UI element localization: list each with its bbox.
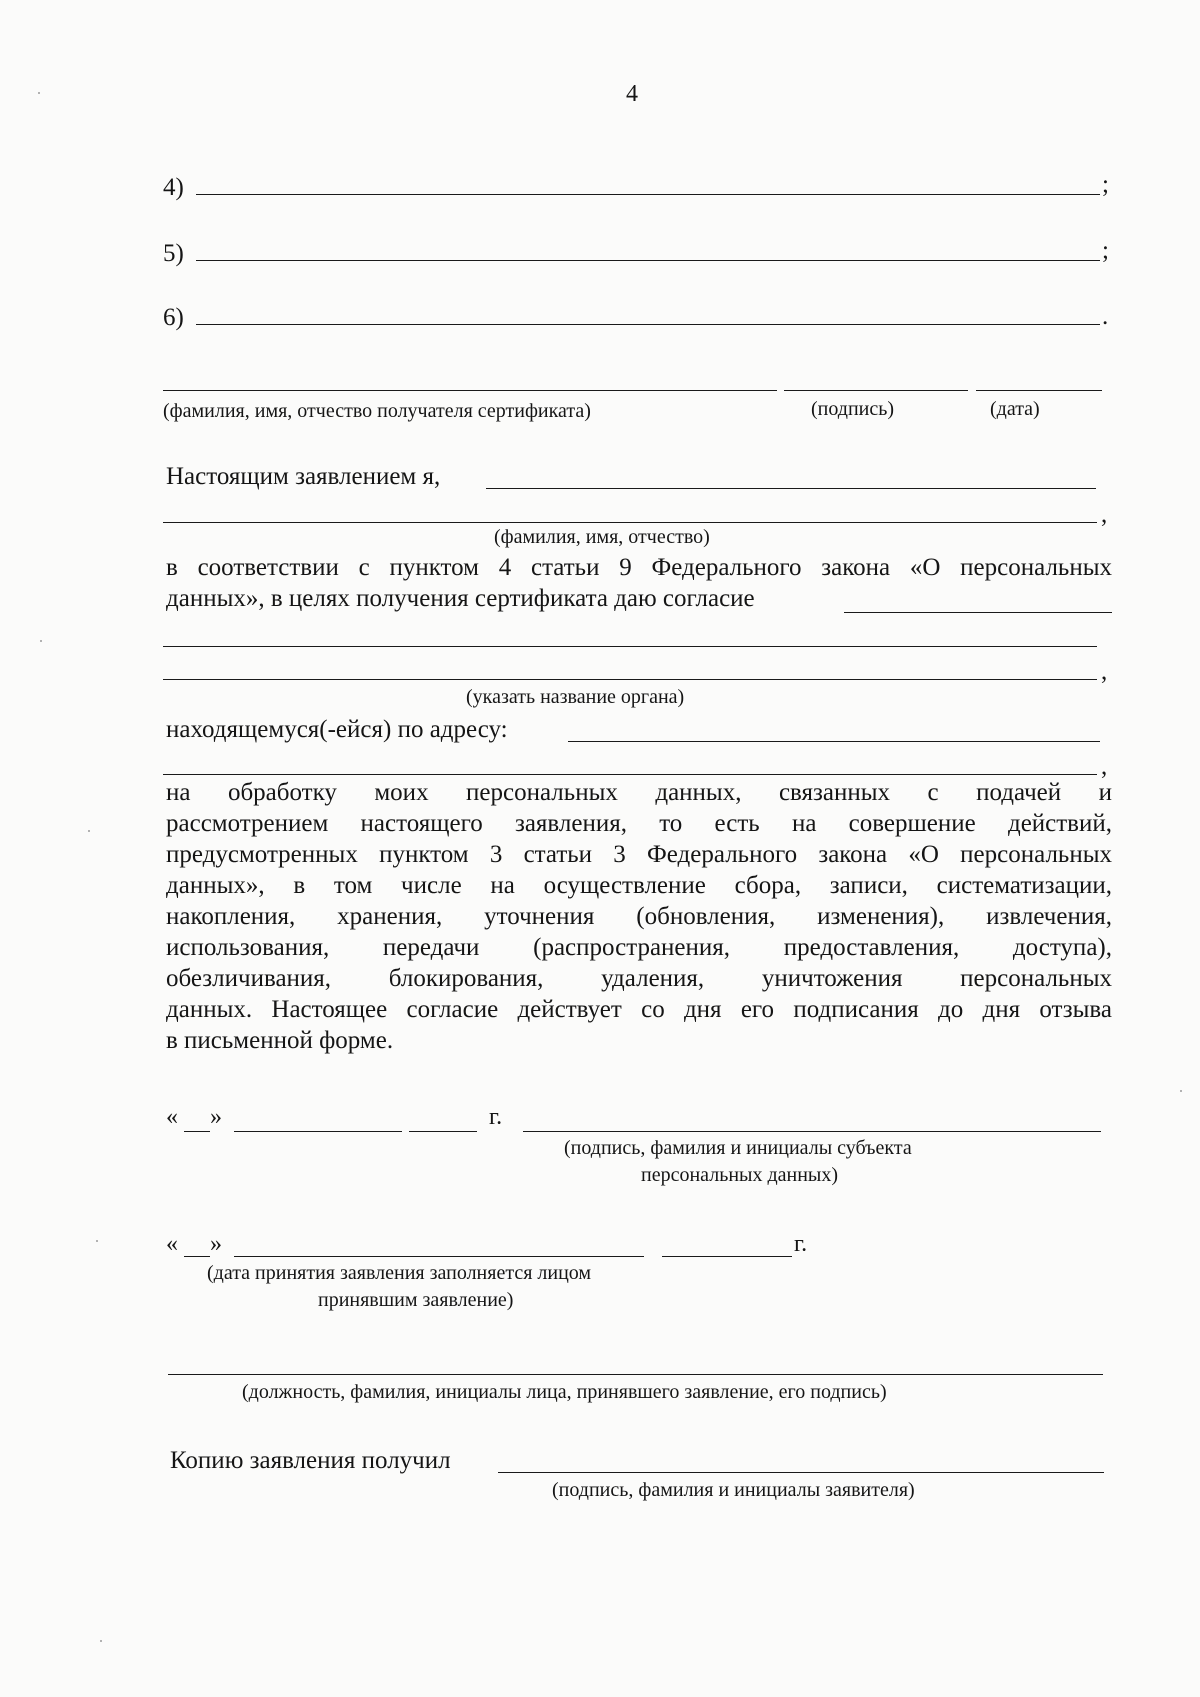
subject-signature-label-1: (подпись, фамилия и инициалы субъекта bbox=[564, 1137, 912, 1159]
consent-para1-line2: данных», в целях получения сертификата даю согласие bbox=[166, 585, 755, 612]
date-label: (дата) bbox=[990, 398, 1040, 420]
applicant-name-line[interactable] bbox=[486, 488, 1096, 489]
official-signature-line[interactable] bbox=[168, 1374, 1103, 1375]
fio-label: (фамилия, имя, отчество) bbox=[494, 526, 710, 548]
consent-intro: Настоящим заявлением я, bbox=[166, 463, 441, 490]
open-quote: « bbox=[166, 1104, 178, 1130]
line-comma: , bbox=[1101, 658, 1108, 685]
scan-speck bbox=[38, 92, 40, 94]
item-number: 5) bbox=[163, 240, 184, 267]
subject-signature-line[interactable] bbox=[523, 1131, 1101, 1132]
close-quote: » bbox=[210, 1231, 222, 1257]
line-comma: , bbox=[1101, 501, 1108, 528]
scan-speck bbox=[88, 830, 90, 832]
item-number: 4) bbox=[163, 174, 184, 201]
item-end-mark: . bbox=[1102, 303, 1109, 330]
organ-label: (указать название органа) bbox=[466, 686, 685, 708]
year-field[interactable] bbox=[662, 1256, 792, 1257]
main-text-line: в письменной форме. bbox=[166, 1027, 394, 1054]
month-field[interactable] bbox=[234, 1256, 644, 1257]
applicant-signature-line[interactable] bbox=[498, 1472, 1104, 1473]
official-signature-label: (должность, фамилия, инициалы лица, принявшего заявление, его подпись) bbox=[242, 1381, 887, 1403]
main-text-line: накопления, хранения, уточнения (обновления, изменения), извлечения, bbox=[166, 903, 1112, 930]
scan-speck bbox=[100, 1640, 102, 1642]
recipient-name-line[interactable] bbox=[163, 390, 777, 391]
item-fill-line[interactable] bbox=[196, 324, 1100, 325]
applicant-name-line-2[interactable] bbox=[163, 522, 1097, 523]
signature-line[interactable] bbox=[784, 390, 968, 391]
main-text-line: на обработку моих персональных данных, связанных с подачей и bbox=[166, 779, 1112, 806]
main-text-line: обезличивания, блокирования, удаления, уничтожения персональных bbox=[166, 965, 1112, 992]
scan-speck bbox=[1180, 1090, 1182, 1092]
page-number: 4 bbox=[626, 81, 638, 107]
day-field[interactable] bbox=[184, 1256, 210, 1257]
open-quote: « bbox=[166, 1231, 178, 1257]
signature-label: (подпись) bbox=[811, 398, 895, 420]
main-text-line: использования, передачи (распространения, предоставления, доступа), bbox=[166, 934, 1112, 961]
applicant-signature-label: (подпись, фамилия и инициалы заявителя) bbox=[552, 1479, 915, 1501]
address-line-2[interactable] bbox=[163, 774, 1097, 775]
acceptance-date-label-1: (дата принятия заявления заполняется лицом bbox=[207, 1262, 592, 1284]
main-text-line: предусмотренных пунктом 3 статьи 3 Федерального закона «О персональных bbox=[166, 841, 1112, 868]
main-text-line: рассмотрением настоящего заявления, то есть на совершение действий, bbox=[166, 810, 1112, 837]
month-field[interactable] bbox=[234, 1131, 402, 1132]
organ-name-line-3[interactable] bbox=[163, 679, 1097, 680]
recipient-name-label: (фамилия, имя, отчество получателя сертификата) bbox=[163, 400, 591, 422]
main-text-line: данных», в том числе на осуществление сбора, записи, систематизации, bbox=[166, 872, 1112, 899]
scan-speck bbox=[96, 1240, 98, 1242]
item-end-mark: ; bbox=[1102, 171, 1109, 198]
close-quote: » bbox=[210, 1104, 222, 1130]
acceptance-date-label-2: принявшим заявление) bbox=[318, 1289, 514, 1311]
subject-signature-label-2: персональных данных) bbox=[641, 1164, 839, 1186]
item-fill-line[interactable] bbox=[196, 260, 1100, 261]
scan-speck bbox=[40, 640, 42, 642]
main-text-line: данных. Настоящее согласие действует со дня его подписания до дня отзыва bbox=[166, 996, 1112, 1023]
address-line[interactable] bbox=[568, 741, 1100, 742]
day-field[interactable] bbox=[184, 1131, 210, 1132]
organ-name-line[interactable] bbox=[844, 612, 1112, 613]
year-suffix: г. bbox=[489, 1104, 503, 1130]
consent-para1-line1: в соответствии с пунктом 4 статьи 9 Федерального закона «О персональных bbox=[166, 554, 1112, 581]
year-field[interactable] bbox=[409, 1131, 477, 1132]
item-number: 6) bbox=[163, 304, 184, 331]
item-end-mark: ; bbox=[1102, 237, 1109, 264]
date-line[interactable] bbox=[976, 390, 1102, 391]
item-fill-line[interactable] bbox=[196, 194, 1100, 195]
line-comma: , bbox=[1101, 753, 1108, 780]
year-suffix: г. bbox=[794, 1231, 808, 1257]
address-label: находящемуся(-ейся) по адресу: bbox=[166, 716, 508, 743]
organ-name-line-2[interactable] bbox=[163, 646, 1097, 647]
copy-received-label: Копию заявления получил bbox=[170, 1447, 451, 1474]
